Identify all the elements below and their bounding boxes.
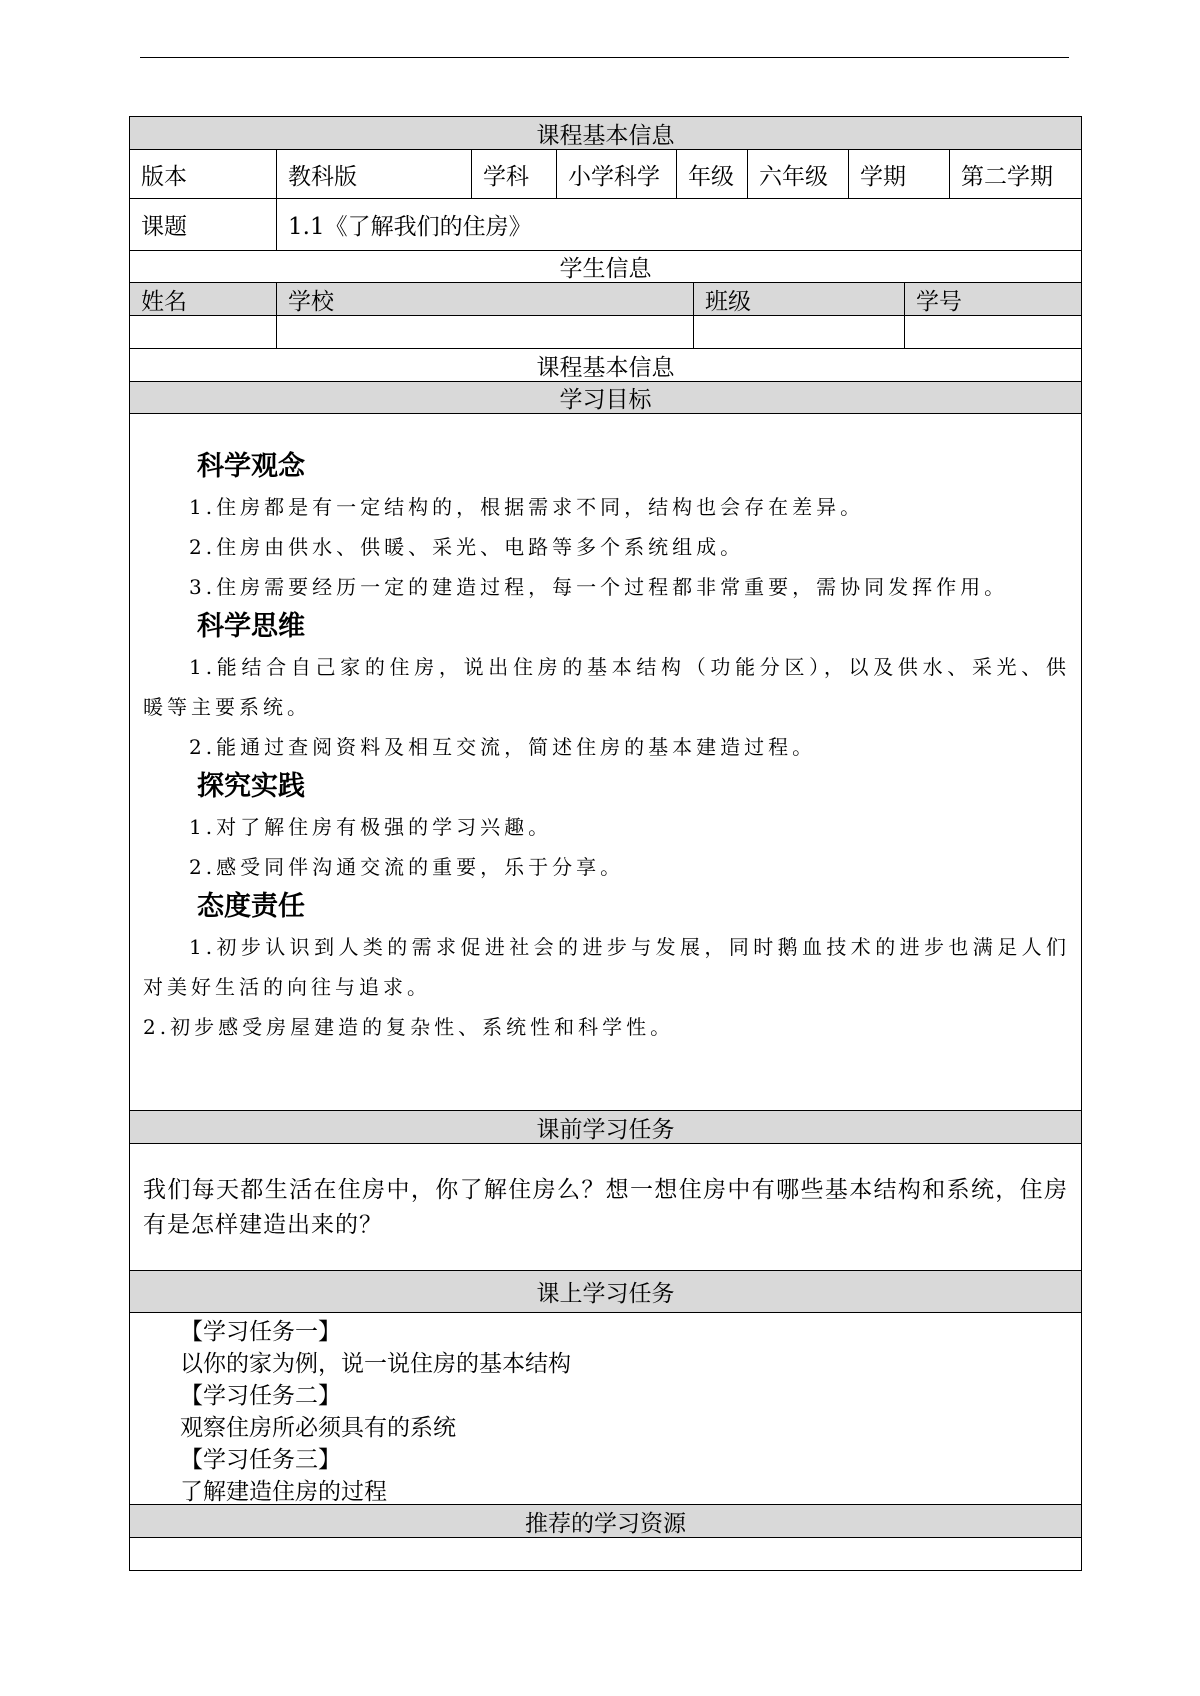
in-class-task-list: [130, 1313, 1081, 1504]
course-info-repeat-title: 课程基本信息: [536, 354, 675, 381]
objectives-content-row: [130, 413, 1081, 1110]
student-name-cell: [130, 316, 276, 348]
objective-item: 2.住房由供水、供暖、采光、电路等多个系统组成。: [189, 535, 745, 559]
grade-label: 年级: [676, 150, 747, 198]
pre-class-content-row: [130, 1143, 1081, 1270]
course-info-header-row: [130, 117, 1081, 149]
objective-item: 1.对了解住房有极强的学习兴趣。: [189, 815, 553, 839]
objective-heading: 科学思维: [197, 611, 305, 642]
objectives-content: [130, 414, 1081, 1110]
task-text: 观察住房所必须具有的系统: [180, 1415, 456, 1441]
resources-title: 推荐的学习资源: [130, 1505, 1081, 1537]
student-class-cell: [693, 316, 904, 348]
task-label: 【学习任务二】: [180, 1383, 341, 1409]
in-class-title: 课上学习任务: [130, 1271, 1081, 1312]
resources-header-row: [130, 1504, 1081, 1537]
objective-heading: 探究实践: [197, 771, 305, 802]
resources-content: [130, 1538, 1081, 1570]
objective-heading: 科学观念: [197, 451, 305, 482]
objective-item: 1.住房都是有一定结构的，根据需求不同，结构也会存在差异。: [189, 495, 865, 519]
task-label: 【学习任务一】: [180, 1319, 341, 1345]
student-info-title: 学生信息: [559, 256, 652, 282]
student-school-cell: [276, 316, 693, 348]
page-header-rule: [140, 57, 1069, 58]
objective-item: 1.初步认识到人类的需求促进社会的进步与发展，同时鹅血技术的进步也满足人们对美好生活的向往与追求。: [143, 935, 1070, 999]
task-text: 以你的家为例，说一说住房的基本结构: [180, 1351, 571, 1377]
student-class-header: 班级: [693, 283, 904, 315]
term-label: 学期: [848, 150, 949, 198]
in-class-header-row: [130, 1270, 1081, 1312]
objective-item: 3.住房需要经历一定的建造过程，每一个过程都非常重要，需协同发挥作用。: [189, 575, 1009, 599]
course-meta-row: [130, 149, 1081, 198]
objective-item: 2.初步感受房屋建造的复杂性、系统性和科学性。: [143, 1015, 675, 1039]
term-value: 第二学期: [949, 150, 1081, 198]
topic-label: 课题: [141, 214, 187, 240]
objective-item: 1.能结合自己家的住房，说出住房的基本结构（功能分区），以及供水、采光、供暖等主要系统。: [143, 655, 1070, 719]
objectives-title: 学习目标: [130, 382, 1081, 413]
subject-label: 学科: [471, 150, 556, 198]
student-values-row: [130, 315, 1081, 348]
edition-value: 教科版: [276, 150, 471, 198]
resources-content-row: [130, 1537, 1081, 1570]
pre-class-header-row: [130, 1110, 1081, 1143]
grade-value: 六年级: [747, 150, 848, 198]
topic-row: [130, 198, 1081, 250]
student-info-header-row: [130, 250, 1081, 282]
pre-class-text: 我们每天都生活在住房中，你了解住房么？想一想住房中有哪些基本结构和系统，住房有是怎样建造出来的？: [143, 1177, 1068, 1238]
pre-class-title: 课前学习任务: [130, 1111, 1081, 1143]
course-info-title: 课程基本信息: [130, 117, 1081, 149]
student-school-header: 学校: [276, 283, 693, 315]
lesson-plan-table: [129, 116, 1082, 1571]
topic-value: 1.1《了解我们的住房》: [276, 199, 1081, 250]
objective-item: 2.能通过查阅资料及相互交流，简述住房的基本建造过程。: [189, 735, 817, 759]
edition-label: 版本: [141, 163, 187, 190]
student-id-cell: [904, 316, 1081, 348]
objectives-header-row: [130, 381, 1081, 413]
student-id-header: 学号: [904, 283, 1081, 315]
course-info-repeat-row: [130, 348, 1081, 381]
in-class-content-row: [130, 1312, 1081, 1504]
subject-value: 小学科学: [556, 150, 676, 198]
objective-item: 2.感受同伴沟通交流的重要，乐于分享。: [189, 855, 625, 879]
objective-heading: 态度责任: [197, 891, 305, 922]
task-text: 了解建造住房的过程: [180, 1479, 387, 1504]
task-label: 【学习任务三】: [180, 1447, 341, 1473]
student-name-header: 姓名: [141, 288, 187, 315]
student-columns-row: [130, 282, 1081, 315]
